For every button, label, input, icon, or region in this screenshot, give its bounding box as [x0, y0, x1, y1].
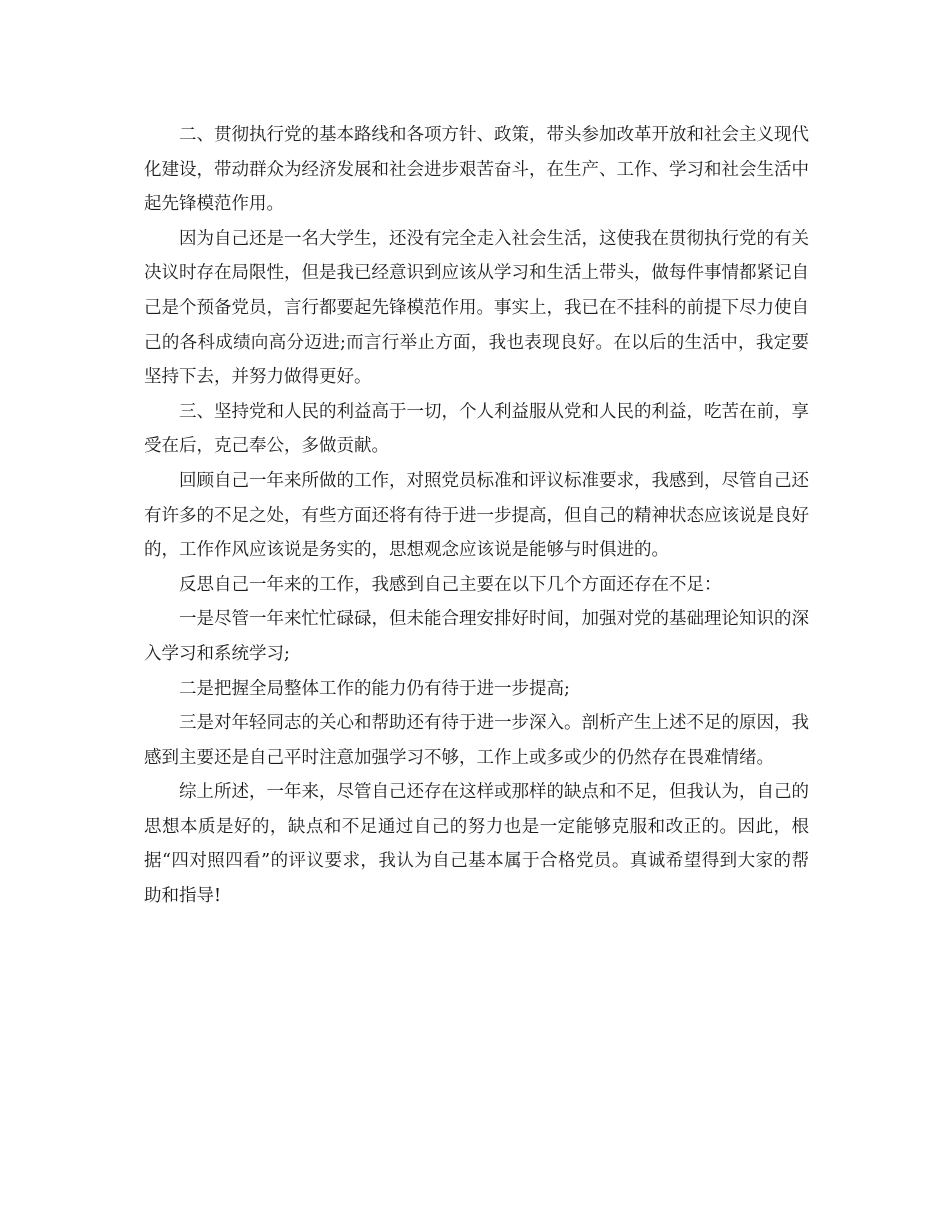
paragraph-7: 二是把握全局整体工作的能力仍有待于进一步提高;	[179, 678, 570, 699]
paragraph-1: 二、贯彻执行党的基本路线和各项方针、政策，带头参加改革开放和社会主义现代化建设，带动群众为经济发展和社会进步艰苦奋斗，在生产、工作、学习和社会生活中起先锋模范作用。	[144, 125, 809, 215]
paragraph-6: 一是尽管一年来忙忙碌碌，但未能合理安排好时间，加强对党的基础理论知识的深入学习和系统学习;	[144, 609, 809, 664]
paragraph-9: 综上所述，一年来，尽管自己还存在这样或那样的缺点和不足，但我认为，自己的思想本质是好的，缺点和不足通过自己的努力也是一定能够克服和改正的。因此，根据“四对照四看”的评议要求，我认为自己基本属于合格党员。真诚希望得到大家的帮助和指导!	[144, 782, 809, 907]
paragraph-3: 三、坚持党和人民的利益高于一切，个人利益服从党和人民的利益，吃苦在前，享受在后，克己奉公，多做贡献。	[144, 401, 809, 457]
paragraph-8: 三是对年轻同志的关心和帮助还有待于进一步深入。剖析产生上述不足的原因，我感到主要还是自己平时注意加强学习不够，工作上或多或少的仍然存在畏难情绪。	[144, 713, 809, 768]
document-body	[144, 118, 809, 914]
paragraph-4: 回顾自己一年来所做的工作，对照党员标准和评议标准要求，我感到，尽管自己还有许多的不足之处，有些方面还将有待于进一步提高，但自己的精神状态应该说是良好的，工作作风应该说是务实的，思想观念应该说是能够与时俱进的。	[144, 470, 809, 561]
paragraph-5: 反思自己一年来的工作，我感到自己主要在以下几个方面还存在不足：	[179, 574, 722, 595]
paragraph-2: 因为自己还是一名大学生，还没有完全走入社会生活，这使我在贯彻执行党的有关决议时存在局限性，但是我已经意识到应该从学习和生活上带头，做每件事情都紧记自己是个预备党员，言行都要起先锋模范作用。事实上，我已在不挂科的前提下尽力使自己的各科成绩向高分迈进;而言行举止方面，我也表现良好。在以后的生活中，我定要坚持下去，并努力做得更好。	[144, 228, 809, 388]
